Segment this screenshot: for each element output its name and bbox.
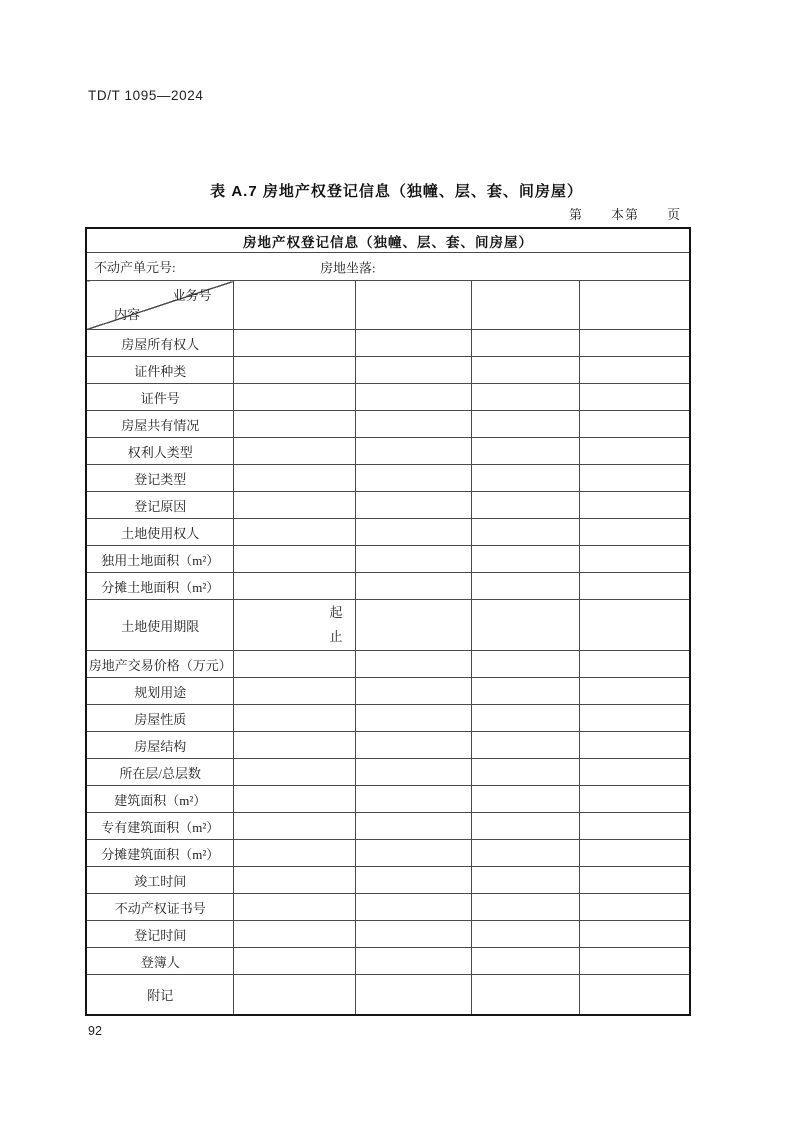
data-cell — [234, 759, 356, 786]
data-cell — [234, 975, 356, 1016]
row-label: 登簿人 — [86, 948, 234, 975]
data-cell — [356, 357, 472, 384]
data-cell — [579, 384, 690, 411]
row-label: 房屋结构 — [86, 732, 234, 759]
data-cell — [472, 678, 580, 705]
form-row — [86, 705, 690, 732]
form-row — [86, 411, 690, 438]
row-label: 分摊建筑面积（m²） — [86, 840, 234, 867]
unit-number-label: 不动产单元号: — [94, 260, 176, 275]
data-cell — [356, 384, 472, 411]
form-row — [86, 759, 690, 786]
row-label: 竣工时间 — [86, 867, 234, 894]
data-cell — [579, 573, 690, 600]
data-cell — [472, 357, 580, 384]
data-cell — [356, 678, 472, 705]
data-cell — [579, 546, 690, 573]
data-cell — [472, 921, 580, 948]
data-cell — [356, 465, 472, 492]
data-cell — [356, 438, 472, 465]
data-cell — [234, 600, 356, 651]
registration-table — [85, 227, 691, 1016]
data-cell — [472, 867, 580, 894]
data-cell — [356, 492, 472, 519]
row-label: 房地产交易价格（万元） — [86, 651, 234, 678]
data-cell — [356, 867, 472, 894]
data-cell — [356, 894, 472, 921]
form-row — [86, 384, 690, 411]
row-label: 证件种类 — [86, 357, 234, 384]
data-cell — [472, 519, 580, 546]
data-cell — [356, 330, 472, 357]
data-cell — [579, 948, 690, 975]
data-cell — [579, 678, 690, 705]
form-row — [86, 786, 690, 813]
row-label: 土地使用期限 — [86, 600, 234, 651]
row-label: 附记 — [86, 975, 234, 1016]
diagonal-header-cell — [86, 281, 234, 330]
data-cell — [579, 357, 690, 384]
data-cell — [579, 759, 690, 786]
row-label: 独用土地面积（m²） — [86, 546, 234, 573]
form-row — [86, 975, 690, 1016]
data-cell — [579, 705, 690, 732]
data-cell — [356, 411, 472, 438]
form-row — [86, 546, 690, 573]
row-label: 证件号 — [86, 384, 234, 411]
form-row — [86, 573, 690, 600]
data-cell — [579, 492, 690, 519]
data-cell — [234, 546, 356, 573]
form-row — [86, 894, 690, 921]
business-number-label: 业务号 — [172, 288, 212, 303]
meta-cell — [86, 253, 690, 281]
form-row — [86, 438, 690, 465]
data-cell — [472, 651, 580, 678]
location-label: 房地坐落: — [320, 260, 376, 275]
data-cell — [356, 732, 472, 759]
table-header-title: 房地产权登记信息（独幢、层、套、间房屋） — [86, 228, 690, 253]
data-cell — [234, 384, 356, 411]
data-cell — [472, 840, 580, 867]
row-label: 权利人类型 — [86, 438, 234, 465]
form-row — [86, 732, 690, 759]
data-cell — [579, 411, 690, 438]
data-cell — [356, 840, 472, 867]
row-label: 登记类型 — [86, 465, 234, 492]
data-cell — [579, 813, 690, 840]
data-cell — [579, 465, 690, 492]
row-label: 土地使用权人 — [86, 519, 234, 546]
meta-row — [86, 253, 690, 281]
data-cell — [234, 678, 356, 705]
form-row — [86, 678, 690, 705]
content-label: 内容 — [114, 307, 141, 322]
data-cell — [579, 330, 690, 357]
form-row — [86, 492, 690, 519]
column-header-row — [86, 281, 690, 330]
data-cell — [234, 921, 356, 948]
data-cell — [234, 840, 356, 867]
data-cell — [472, 975, 580, 1016]
data-cell — [356, 948, 472, 975]
data-cell — [472, 705, 580, 732]
form-row — [86, 840, 690, 867]
form-row — [86, 357, 690, 384]
row-label: 建筑面积（m²） — [86, 786, 234, 813]
data-cell — [472, 384, 580, 411]
row-label: 房屋共有情况 — [86, 411, 234, 438]
data-cell — [356, 600, 472, 651]
row-label: 登记时间 — [86, 921, 234, 948]
data-cell — [356, 546, 472, 573]
form-row — [86, 813, 690, 840]
business-number-cell — [234, 281, 356, 330]
data-cell — [356, 705, 472, 732]
form-row — [86, 651, 690, 678]
data-cell — [579, 867, 690, 894]
data-cell — [472, 546, 580, 573]
data-cell — [472, 759, 580, 786]
data-cell — [356, 786, 472, 813]
business-number-cell — [472, 281, 580, 330]
row-label: 所在层/总层数 — [86, 759, 234, 786]
data-cell — [356, 573, 472, 600]
data-cell — [579, 519, 690, 546]
data-cell — [356, 975, 472, 1016]
form-row — [86, 867, 690, 894]
data-cell — [472, 573, 580, 600]
data-cell — [472, 813, 580, 840]
page-number: 92 — [88, 1024, 102, 1038]
data-cell — [356, 519, 472, 546]
data-cell — [472, 786, 580, 813]
data-cell — [234, 357, 356, 384]
data-cell — [234, 438, 356, 465]
business-number-cell — [579, 281, 690, 330]
data-cell — [234, 705, 356, 732]
standard-number: TD/T 1095—2024 — [88, 88, 204, 103]
data-cell — [356, 759, 472, 786]
data-cell — [579, 651, 690, 678]
business-number-cell — [356, 281, 472, 330]
data-cell — [579, 894, 690, 921]
table-caption: 表 A.7 房地产权登记信息（独幢、层、套、间房屋） — [210, 183, 583, 200]
form-row — [86, 330, 690, 357]
row-label: 房屋性质 — [86, 705, 234, 732]
period-sublabel: 止 — [329, 629, 343, 644]
form-row — [86, 921, 690, 948]
data-cell — [356, 651, 472, 678]
row-label: 不动产权证书号 — [86, 894, 234, 921]
data-cell — [234, 519, 356, 546]
form-row — [86, 600, 690, 651]
pagination-line: 第 本第 页 — [568, 207, 681, 222]
table-header-row — [86, 228, 690, 253]
row-label: 房屋所有权人 — [86, 330, 234, 357]
form-row — [86, 948, 690, 975]
data-cell — [472, 948, 580, 975]
form-row — [86, 465, 690, 492]
data-cell — [234, 867, 356, 894]
data-cell — [234, 813, 356, 840]
data-cell — [234, 465, 356, 492]
data-cell — [472, 894, 580, 921]
data-cell — [472, 732, 580, 759]
data-cell — [472, 411, 580, 438]
data-cell — [579, 438, 690, 465]
data-cell — [234, 651, 356, 678]
data-cell — [472, 600, 580, 651]
data-cell — [579, 786, 690, 813]
data-cell — [472, 330, 580, 357]
row-label: 规划用途 — [86, 678, 234, 705]
row-label: 登记原因 — [86, 492, 234, 519]
data-cell — [579, 732, 690, 759]
row-label: 分摊土地面积（m²） — [86, 573, 234, 600]
data-cell — [234, 894, 356, 921]
data-cell — [579, 840, 690, 867]
data-cell — [579, 975, 690, 1016]
row-label: 专有建筑面积（m²） — [86, 813, 234, 840]
data-cell — [356, 813, 472, 840]
data-cell — [472, 492, 580, 519]
data-cell — [472, 438, 580, 465]
data-cell — [234, 948, 356, 975]
form-row — [86, 519, 690, 546]
data-cell — [472, 465, 580, 492]
data-cell — [356, 921, 472, 948]
data-cell — [234, 411, 356, 438]
data-cell — [579, 600, 690, 651]
period-sublabel: 起 — [329, 605, 343, 620]
data-cell — [234, 492, 356, 519]
data-cell — [579, 921, 690, 948]
data-cell — [234, 330, 356, 357]
data-cell — [234, 732, 356, 759]
data-cell — [234, 786, 356, 813]
data-cell — [234, 573, 356, 600]
